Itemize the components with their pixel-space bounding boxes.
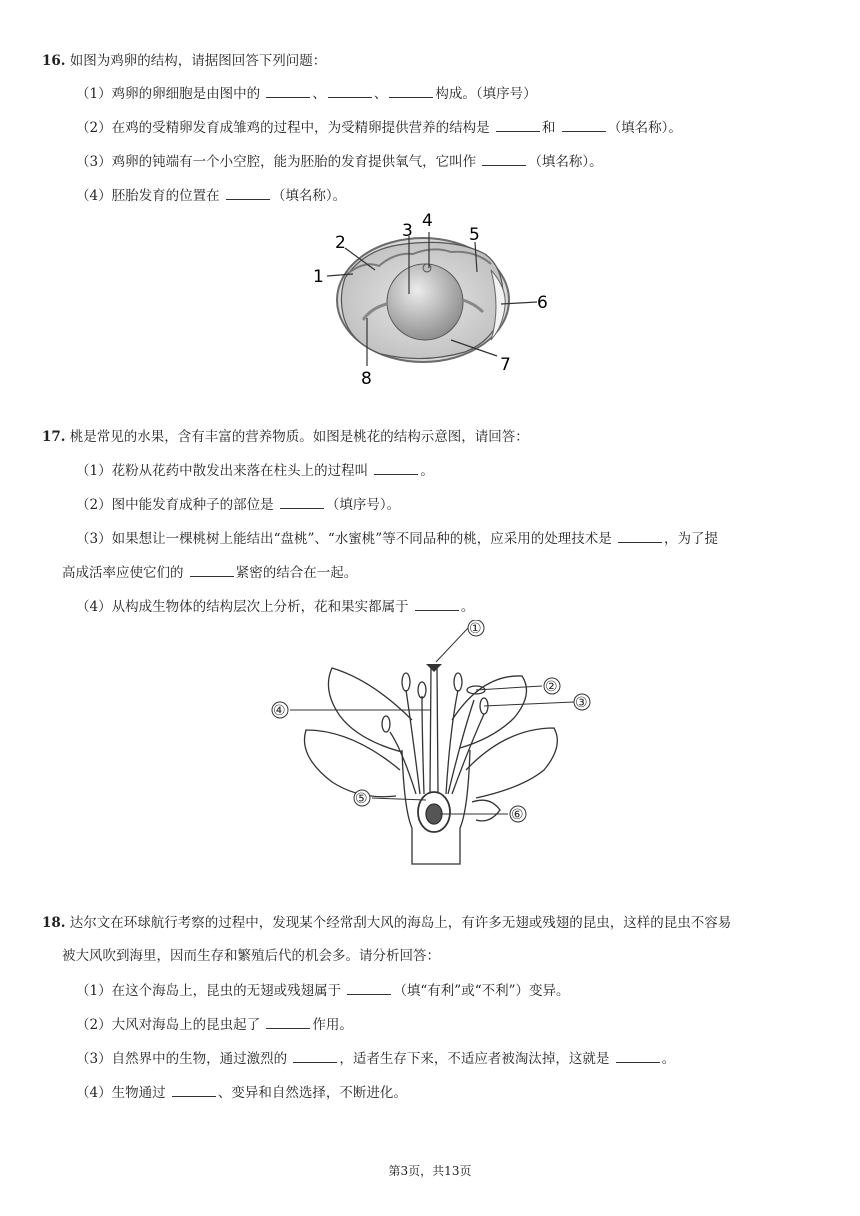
flower-label-1: ① — [469, 621, 482, 637]
q17-part3-cont — [62, 564, 357, 582]
q17-part3-text: （3）如果想让一棵桃树上能结出“盘桃”、“水蜜桃”等不同品种的桃，应采用的处理技术是 — [76, 531, 612, 547]
germinal-disc — [423, 264, 431, 272]
q16-part1-sep2: 、 — [373, 86, 388, 102]
flower-label-3: ③ — [575, 695, 588, 711]
egg-label-1: 1 — [313, 267, 324, 287]
q16-part2 — [76, 119, 682, 137]
q16-part3-text: （3）鸡卵的钝端有一个小空腔，能为胚胎的发育提供氧气，它叫作 — [76, 154, 477, 170]
answer-blank[interactable] — [496, 119, 540, 132]
q17-part1-tail: 。 — [420, 463, 434, 479]
q18-part1-tail: （填“有利”或“不利”）变异。 — [393, 983, 570, 999]
q18-stem-text: 达尔文在环球航行考察的过程中，发现某个经常刮大风的海岛上，有许多无翅或残翅的昆虫，这样的昆虫不容易 — [69, 915, 732, 931]
q17-part3 — [76, 530, 718, 548]
q18-part3-tail: 。 — [661, 1051, 676, 1067]
q16-part2-tail: （填名称）。 — [607, 120, 682, 136]
answer-blank[interactable] — [266, 1016, 310, 1029]
egg-label-8: 8 — [361, 369, 372, 388]
q18-stem-cont — [62, 947, 440, 965]
flower-label-6: ⑥ — [511, 807, 524, 823]
answer-blank[interactable] — [374, 462, 418, 475]
answer-blank[interactable] — [562, 119, 606, 132]
answer-blank[interactable] — [347, 982, 391, 995]
q16-part4-text: （4）胚胎发育的位置在 — [76, 188, 220, 204]
q17-part4 — [76, 598, 474, 616]
egg-label-2: 2 — [335, 233, 346, 253]
q17-part2 — [76, 496, 400, 514]
anther — [402, 673, 410, 691]
q17-part3b-tail: 紧密的结合在一起。 — [235, 565, 358, 581]
q17-part4-tail: 。 — [460, 599, 475, 615]
q18-stem — [42, 914, 731, 932]
anther — [382, 716, 390, 732]
egg-structure-diagram — [305, 208, 565, 388]
q18-part3-mid: ，适者生存下来，不适应者被淘汰掉，这就是 — [339, 1051, 610, 1067]
q18-part1 — [76, 982, 570, 1000]
q18-part3-text: （3）自然界中的生物，通过激烈的 — [76, 1051, 288, 1067]
q18-part2-tail: 作用。 — [312, 1017, 353, 1033]
q17-stem — [42, 428, 529, 446]
q17-number: 17. — [42, 429, 66, 445]
q17-part1 — [76, 462, 434, 480]
q16-part1-tail: 构成。（填序号） — [435, 86, 537, 102]
answer-blank[interactable] — [226, 187, 270, 200]
q16-stem — [42, 52, 326, 70]
q16-number: 16. — [42, 53, 66, 69]
q18-part4-text: （4）生物通过 — [76, 1085, 166, 1101]
q17-part2-tail: （填序号）。 — [325, 497, 401, 513]
answer-blank[interactable] — [482, 153, 526, 166]
q17-part4-text: （4）从构成生物体的结构层次上分析，花和果实都属于 — [76, 599, 409, 615]
page-footer: 第3页，共13页 — [388, 1164, 472, 1178]
q16-part2-text: （2）在鸡的受精卵发育成雏鸡的过程中，为受精卵提供营养的结构是 — [76, 120, 490, 136]
peach-flower-diagram — [262, 620, 602, 872]
answer-blank[interactable] — [280, 496, 324, 509]
answer-blank[interactable] — [389, 85, 433, 98]
q18-part2 — [76, 1016, 353, 1034]
q16-part1-sep: 、 — [312, 86, 326, 102]
answer-blank[interactable] — [618, 530, 662, 543]
q17-part3b-text: 高成活率应使它们的 — [62, 565, 184, 581]
q16-part4 — [76, 187, 346, 205]
anther — [418, 682, 426, 698]
q18-stem-text2: 被大风吹到海里，因而生存和繁殖后代的机会多。请分析回答： — [62, 948, 440, 964]
answer-blank[interactable] — [172, 1084, 216, 1097]
q18-part4 — [76, 1084, 407, 1102]
q16-part3-tail: （填名称）。 — [528, 154, 603, 170]
anther — [454, 673, 462, 691]
egg-label-6: 6 — [537, 293, 548, 313]
answer-blank[interactable] — [190, 564, 234, 577]
answer-blank[interactable] — [293, 1050, 337, 1063]
q18-part3 — [76, 1050, 675, 1068]
stigma — [426, 664, 442, 672]
q18-part4-tail: 、变异和自然选择，不断进化。 — [217, 1085, 407, 1101]
q17-part2-text: （2）图中能发育成种子的部位是 — [76, 497, 274, 513]
q17-part1-text: （1）花粉从花药中散发出来落在柱头上的过程叫 — [76, 463, 369, 479]
flower-label-2: ② — [545, 679, 558, 695]
petal-curl — [472, 800, 500, 821]
q16-part1-text: （1）鸡卵的卵细胞是由图中的 — [76, 86, 261, 102]
egg-yolk — [387, 264, 463, 340]
egg-label-5: 5 — [469, 225, 480, 245]
answer-blank[interactable] — [415, 598, 459, 611]
answer-blank[interactable] — [328, 85, 372, 98]
q18-part1-text: （1）在这个海岛上，昆虫的无翅或残翅属于 — [76, 983, 342, 999]
answer-blank[interactable] — [616, 1050, 660, 1063]
q16-part4-tail: （填名称）。 — [271, 188, 347, 204]
q17-part3-tail: ，为了提 — [664, 531, 718, 547]
ovule — [426, 804, 442, 824]
q18-part2-text: （2）大风对海岛上的昆虫起了 — [76, 1017, 261, 1033]
egg-label-3: 3 — [402, 221, 413, 241]
q16-part1 — [76, 85, 537, 103]
q16-part3 — [76, 153, 603, 171]
flower-label-4: ④ — [273, 703, 286, 719]
egg-label-4: 4 — [422, 211, 433, 231]
q16-stem-text: 如图为鸡卵的结构，请据图回答下列问题： — [69, 53, 327, 69]
petal-left-bottom — [304, 730, 400, 797]
q16-part2-and: 和 — [541, 120, 556, 136]
q18-number: 18. — [42, 915, 66, 931]
answer-blank[interactable] — [266, 85, 310, 98]
egg-label-7: 7 — [500, 355, 511, 375]
style — [430, 668, 438, 792]
petal-right-bottom — [466, 728, 557, 798]
q17-stem-text: 桃是常见的水果，含有丰富的营养物质。如图是桃花的结构示意图，请回答： — [69, 429, 529, 445]
flower-label-5: ⑤ — [355, 791, 368, 807]
